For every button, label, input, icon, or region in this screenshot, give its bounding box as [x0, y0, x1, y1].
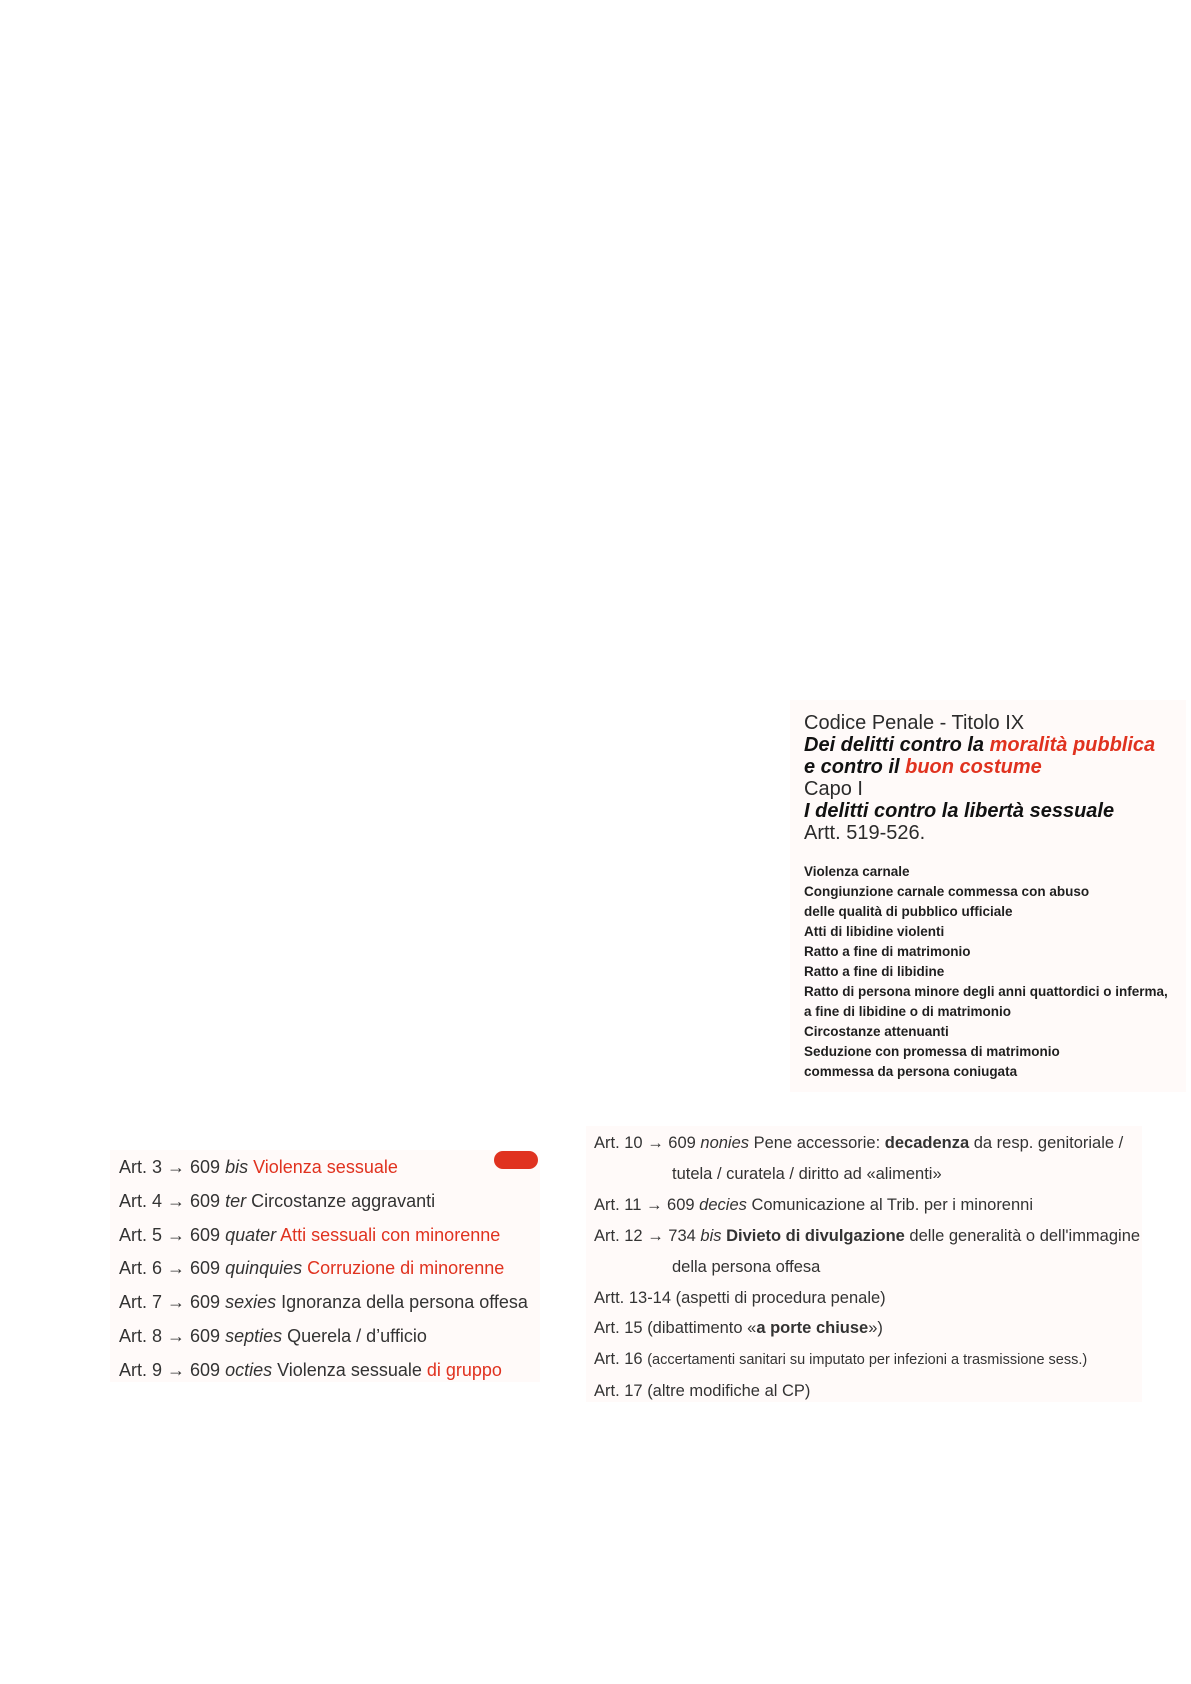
right-row-art12 [594, 1226, 1140, 1246]
row-text: delle generalità o dell'immagine [904, 1227, 1141, 1245]
row-suffix: quinquies [225, 1258, 303, 1278]
left-row [119, 1325, 427, 1347]
titolo-heading-a: Dei delitti contro la [804, 734, 990, 756]
right-row-art10-cont: tutela / curatela / diritto ad «alimenti» [672, 1165, 942, 1183]
row-suffix: ter [225, 1191, 247, 1211]
list-item: Ratto a fine di matrimonio [804, 944, 971, 959]
row-art: Art. 3 → 609 [119, 1157, 226, 1177]
row-art: Art. 10 → 609 [594, 1134, 701, 1152]
right-row-art12-cont: della persona offesa [672, 1258, 821, 1276]
row-suffix: octies [225, 1360, 273, 1380]
left-row [119, 1224, 500, 1246]
capo-heading: I delitti contro la libertà sessuale [804, 800, 1115, 822]
list-item: Congiunzione carnale commessa con abuso [804, 884, 1090, 899]
red-pill-marker [494, 1151, 538, 1169]
row-text: Circostanze aggravanti [246, 1191, 436, 1211]
codice-title: Codice Penale - Titolo IX [804, 712, 1025, 734]
row-text: Ignoranza della persona offesa [276, 1292, 528, 1312]
row-text-red: Corruzione di minorenne [302, 1258, 505, 1278]
list-item: a fine di libidine o di matrimonio [804, 1004, 1012, 1019]
left-row [119, 1291, 528, 1313]
list-item: Atti di libidine violenti [804, 924, 945, 939]
right-row-art17: Art. 17 (altre modifiche al CP) [594, 1382, 811, 1400]
row-suffix: septies [225, 1326, 283, 1346]
list-item: delle qualità di pubblico ufficiale [804, 904, 1013, 919]
row-suffix: quater [225, 1225, 277, 1245]
titolo-heading-2-red: buon costume [905, 756, 1042, 778]
row-suffix: bis [700, 1227, 722, 1245]
row-text-red: Violenza sessuale [248, 1157, 398, 1177]
capo-label: Capo I [804, 778, 863, 800]
list-item: Ratto di persona minore degli anni quattordici o inferma, [804, 984, 1168, 999]
row-art: Art. 11 → 609 [594, 1196, 700, 1214]
row-art: Art. 7 → 609 [119, 1292, 226, 1312]
row-text: Violenza sessuale [272, 1360, 422, 1380]
right-row-art15 [594, 1318, 883, 1338]
row-suffix: nonies [700, 1134, 750, 1152]
row-text-bold: a porte chiuse [756, 1319, 869, 1337]
list-item: Seduzione con promessa di matrimonio [804, 1044, 1060, 1059]
row-text: Comunicazione al Trib. per i minorenni [746, 1196, 1034, 1214]
crimes-list [804, 862, 1186, 1082]
left-row [119, 1190, 435, 1212]
list-item: Circostanze attenuanti [804, 1024, 949, 1039]
row-art: Art. 5 → 609 [119, 1225, 226, 1245]
titolo-heading-2-a: e contro il [804, 756, 906, 778]
left-row [119, 1257, 504, 1279]
articles-range: Artt. 519-526. [804, 822, 926, 844]
row-text: ») [868, 1319, 883, 1337]
row-suffix: bis [225, 1157, 249, 1177]
row-art: Art. 16 [594, 1350, 648, 1368]
list-item: Ratto a fine di libidine [804, 964, 945, 979]
row-text-red: Atti sessuali con minorenne [276, 1225, 501, 1245]
row-art: Art. 12 → 734 [594, 1227, 701, 1245]
row-art: Art. 9 → 609 [119, 1360, 226, 1380]
row-suffix: decies [699, 1196, 747, 1214]
row-text-bold: decadenza [884, 1134, 970, 1152]
row-suffix: sexies [225, 1292, 277, 1312]
right-row-art10 [594, 1133, 1123, 1153]
row-text: Art. 15 (dibattimento « [594, 1319, 757, 1337]
list-item: commessa da persona coniugata [804, 1064, 1018, 1079]
row-text-bold: Divieto di divulgazione [721, 1227, 905, 1245]
titolo-heading [804, 734, 1186, 756]
left-row [119, 1156, 398, 1178]
titolo-heading-red: moralità pubblica [989, 734, 1156, 756]
row-text: Querela / d’ufficio [282, 1326, 427, 1346]
row-text: Pene accessorie: [749, 1134, 885, 1152]
right-row-art11 [594, 1195, 1033, 1215]
codice-penale-panel [790, 700, 1186, 1092]
row-art: Art. 6 → 609 [119, 1258, 226, 1278]
left-row [119, 1359, 502, 1381]
row-text-red: di gruppo [421, 1360, 502, 1380]
row-art: Art. 4 → 609 [119, 1191, 226, 1211]
row-text-small: (accertamenti sanitari su imputato per infezioni a trasmissione sess.) [647, 1352, 1088, 1368]
row-art: Art. 8 → 609 [119, 1326, 226, 1346]
right-row-art13-14: Artt. 13-14 (aspetti di procedura penale) [594, 1289, 886, 1307]
titolo-heading-2 [804, 756, 1186, 778]
list-item: Violenza carnale [804, 864, 910, 879]
row-text: da resp. genitoriale / [969, 1134, 1124, 1152]
right-row-art16 [594, 1349, 1087, 1370]
